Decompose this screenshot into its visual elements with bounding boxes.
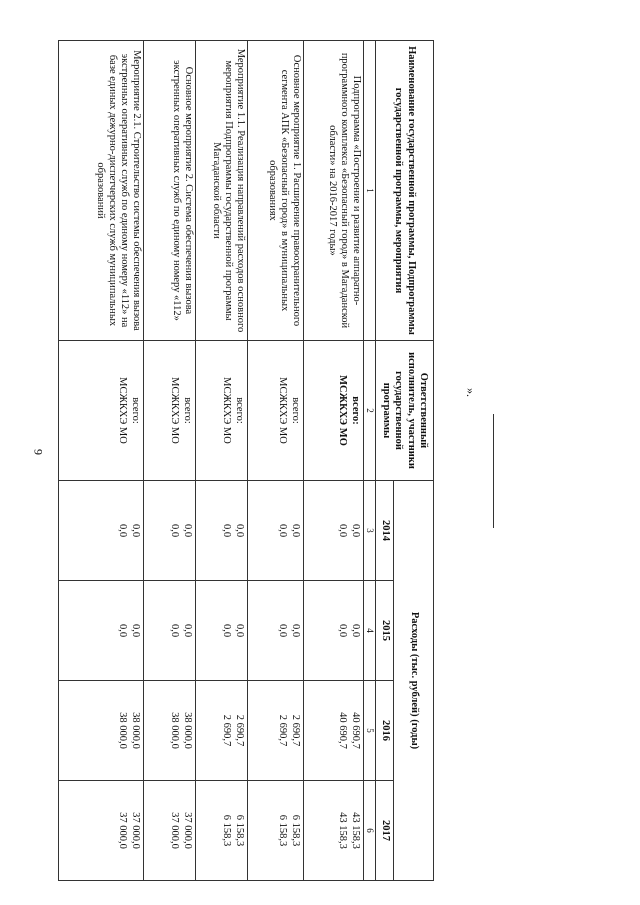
page-number: 9 xyxy=(31,449,46,455)
cell-2016 xyxy=(196,681,248,781)
value-total: 0,0 xyxy=(350,523,361,538)
cell-2014 xyxy=(248,481,304,581)
cell-2014 xyxy=(59,481,144,581)
row-name: Основное мероприятие 2. Система обеспечения вызова экстренных оперативных служб по единому номеру «112» xyxy=(144,41,196,341)
cell-2017 xyxy=(59,781,144,881)
value-total: 0,0 xyxy=(234,523,245,538)
value-executor: 37 000,0 xyxy=(116,812,128,849)
value-executor: 40 690,7 xyxy=(336,712,348,749)
cell-2016 xyxy=(248,681,304,781)
col-number: 2 xyxy=(364,341,376,481)
value-total: 38 000,0 xyxy=(182,712,193,749)
header-year-2016: 2016 xyxy=(376,681,394,781)
header-program-name: Наименование государственной программы, Подпрограммы государственной программы, мероприятия xyxy=(376,41,434,341)
cell-2015 xyxy=(59,581,144,681)
executor-total-label: всего: xyxy=(350,396,361,425)
value-executor: 6 158,3 xyxy=(220,814,232,847)
value-total: 0,0 xyxy=(182,623,193,638)
executor-name: МСЖКХЭ МО xyxy=(220,377,232,444)
header-year-2017: 2017 xyxy=(376,781,394,881)
cell-2015 xyxy=(144,581,196,681)
value-total: 2 690,7 xyxy=(290,714,301,747)
table-row xyxy=(196,41,248,881)
cell-2015 xyxy=(196,581,248,681)
row-name: Подпрограмма «Построение и развитие аппаратно-программного комплекса «Безопасный город» в Магаданской области» на 2016-2017 годы» xyxy=(304,41,364,341)
col-number: 5 xyxy=(364,681,376,781)
value-total: 0,0 xyxy=(350,623,361,638)
header-executor: Ответственный исполнитель, участники государственной программы xyxy=(376,341,434,481)
value-total: 6 158,3 xyxy=(234,814,245,847)
executor-total-label: всего: xyxy=(290,397,301,424)
col-number: 6 xyxy=(364,781,376,881)
value-total: 0,0 xyxy=(130,623,141,638)
col-number: 1 xyxy=(364,41,376,341)
cell-2014 xyxy=(144,481,196,581)
executor-name: МСЖКХЭ МО xyxy=(168,377,180,444)
header-year-2014: 2014 xyxy=(376,481,394,581)
row-name: Мероприятие 1.1. Реализация направлений расходов основного мероприятия Подпрограммы государственной программы Магаданской области xyxy=(196,41,248,341)
row-executor xyxy=(196,341,248,481)
executor-name: МСЖКХЭ МО xyxy=(336,375,348,446)
value-executor: 0,0 xyxy=(168,623,180,638)
row-executor xyxy=(59,341,144,481)
rotated-table-container xyxy=(56,40,434,880)
cell-2017 xyxy=(196,781,248,881)
value-total: 38 000,0 xyxy=(130,712,141,749)
cell-2015 xyxy=(248,581,304,681)
value-executor: 0,0 xyxy=(220,623,232,638)
col-number: 3 xyxy=(364,481,376,581)
value-total: 6 158,3 xyxy=(290,814,301,847)
table-row xyxy=(59,41,144,881)
cell-2015 xyxy=(304,581,364,681)
header-year-2015: 2015 xyxy=(376,581,394,681)
row-name: Мероприятие 2.1. Строительство системы обеспечения вызова экстренных оперативных служб по единому номеру «112» на базе единых дежурно-диспетчерских служб муниципальных образований xyxy=(59,41,144,341)
row-executor xyxy=(304,341,364,481)
row-executor xyxy=(248,341,304,481)
cell-2017 xyxy=(304,781,364,881)
value-total: 0,0 xyxy=(182,523,193,538)
value-executor: 0,0 xyxy=(220,523,232,538)
header-expenses: Расходы (тыс. рублей) (годы) xyxy=(394,481,434,881)
cell-2014 xyxy=(304,481,364,581)
cell-2016 xyxy=(304,681,364,781)
value-total: 0,0 xyxy=(130,523,141,538)
row-executor xyxy=(144,341,196,481)
executor-total-label: всего: xyxy=(130,397,141,424)
value-executor: 0,0 xyxy=(116,623,128,638)
value-executor: 0,0 xyxy=(276,523,288,538)
cell-2014 xyxy=(196,481,248,581)
value-executor: 0,0 xyxy=(276,623,288,638)
value-executor: 0,0 xyxy=(116,523,128,538)
table-row xyxy=(248,41,304,881)
table-row xyxy=(144,41,196,881)
executor-name: МСЖКХЭ МО xyxy=(276,377,288,444)
executor-total-label: всего: xyxy=(234,397,245,424)
value-total: 43 158,3 xyxy=(350,812,361,849)
value-total: 0,0 xyxy=(290,523,301,538)
cell-2016 xyxy=(59,681,144,781)
value-executor: 2 690,7 xyxy=(276,714,288,747)
value-executor: 0,0 xyxy=(168,523,180,538)
value-total: 2 690,7 xyxy=(234,714,245,747)
value-executor: 0,0 xyxy=(336,523,348,538)
closing-divider-line xyxy=(493,414,494,528)
row-name: Основное мероприятие 1. Расширение правоохранительного сегмента АПК «Безопасный город» в муниципальных образованиях xyxy=(248,41,304,341)
value-executor: 0,0 xyxy=(336,623,348,638)
cell-2016 xyxy=(144,681,196,781)
table-row xyxy=(304,41,364,881)
value-total: 40 690,7 xyxy=(350,712,361,749)
value-executor: 37 000,0 xyxy=(168,812,180,849)
value-executor: 6 158,3 xyxy=(276,814,288,847)
executor-total-label: всего: xyxy=(182,397,193,424)
closing-quote-mark: ». xyxy=(464,388,478,397)
value-total: 0,0 xyxy=(290,623,301,638)
col-number: 4 xyxy=(364,581,376,681)
value-total: 0,0 xyxy=(234,623,245,638)
value-total: 37 000,0 xyxy=(130,812,141,849)
value-executor: 2 690,7 xyxy=(220,714,232,747)
value-executor: 38 000,0 xyxy=(168,712,180,749)
cell-2017 xyxy=(144,781,196,881)
value-total: 37 000,0 xyxy=(182,812,193,849)
cell-2017 xyxy=(248,781,304,881)
value-executor: 43 158,3 xyxy=(336,812,348,849)
value-executor: 38 000,0 xyxy=(116,712,128,749)
expenses-table xyxy=(58,40,434,881)
executor-name: МСЖКХЭ МО xyxy=(116,377,128,444)
